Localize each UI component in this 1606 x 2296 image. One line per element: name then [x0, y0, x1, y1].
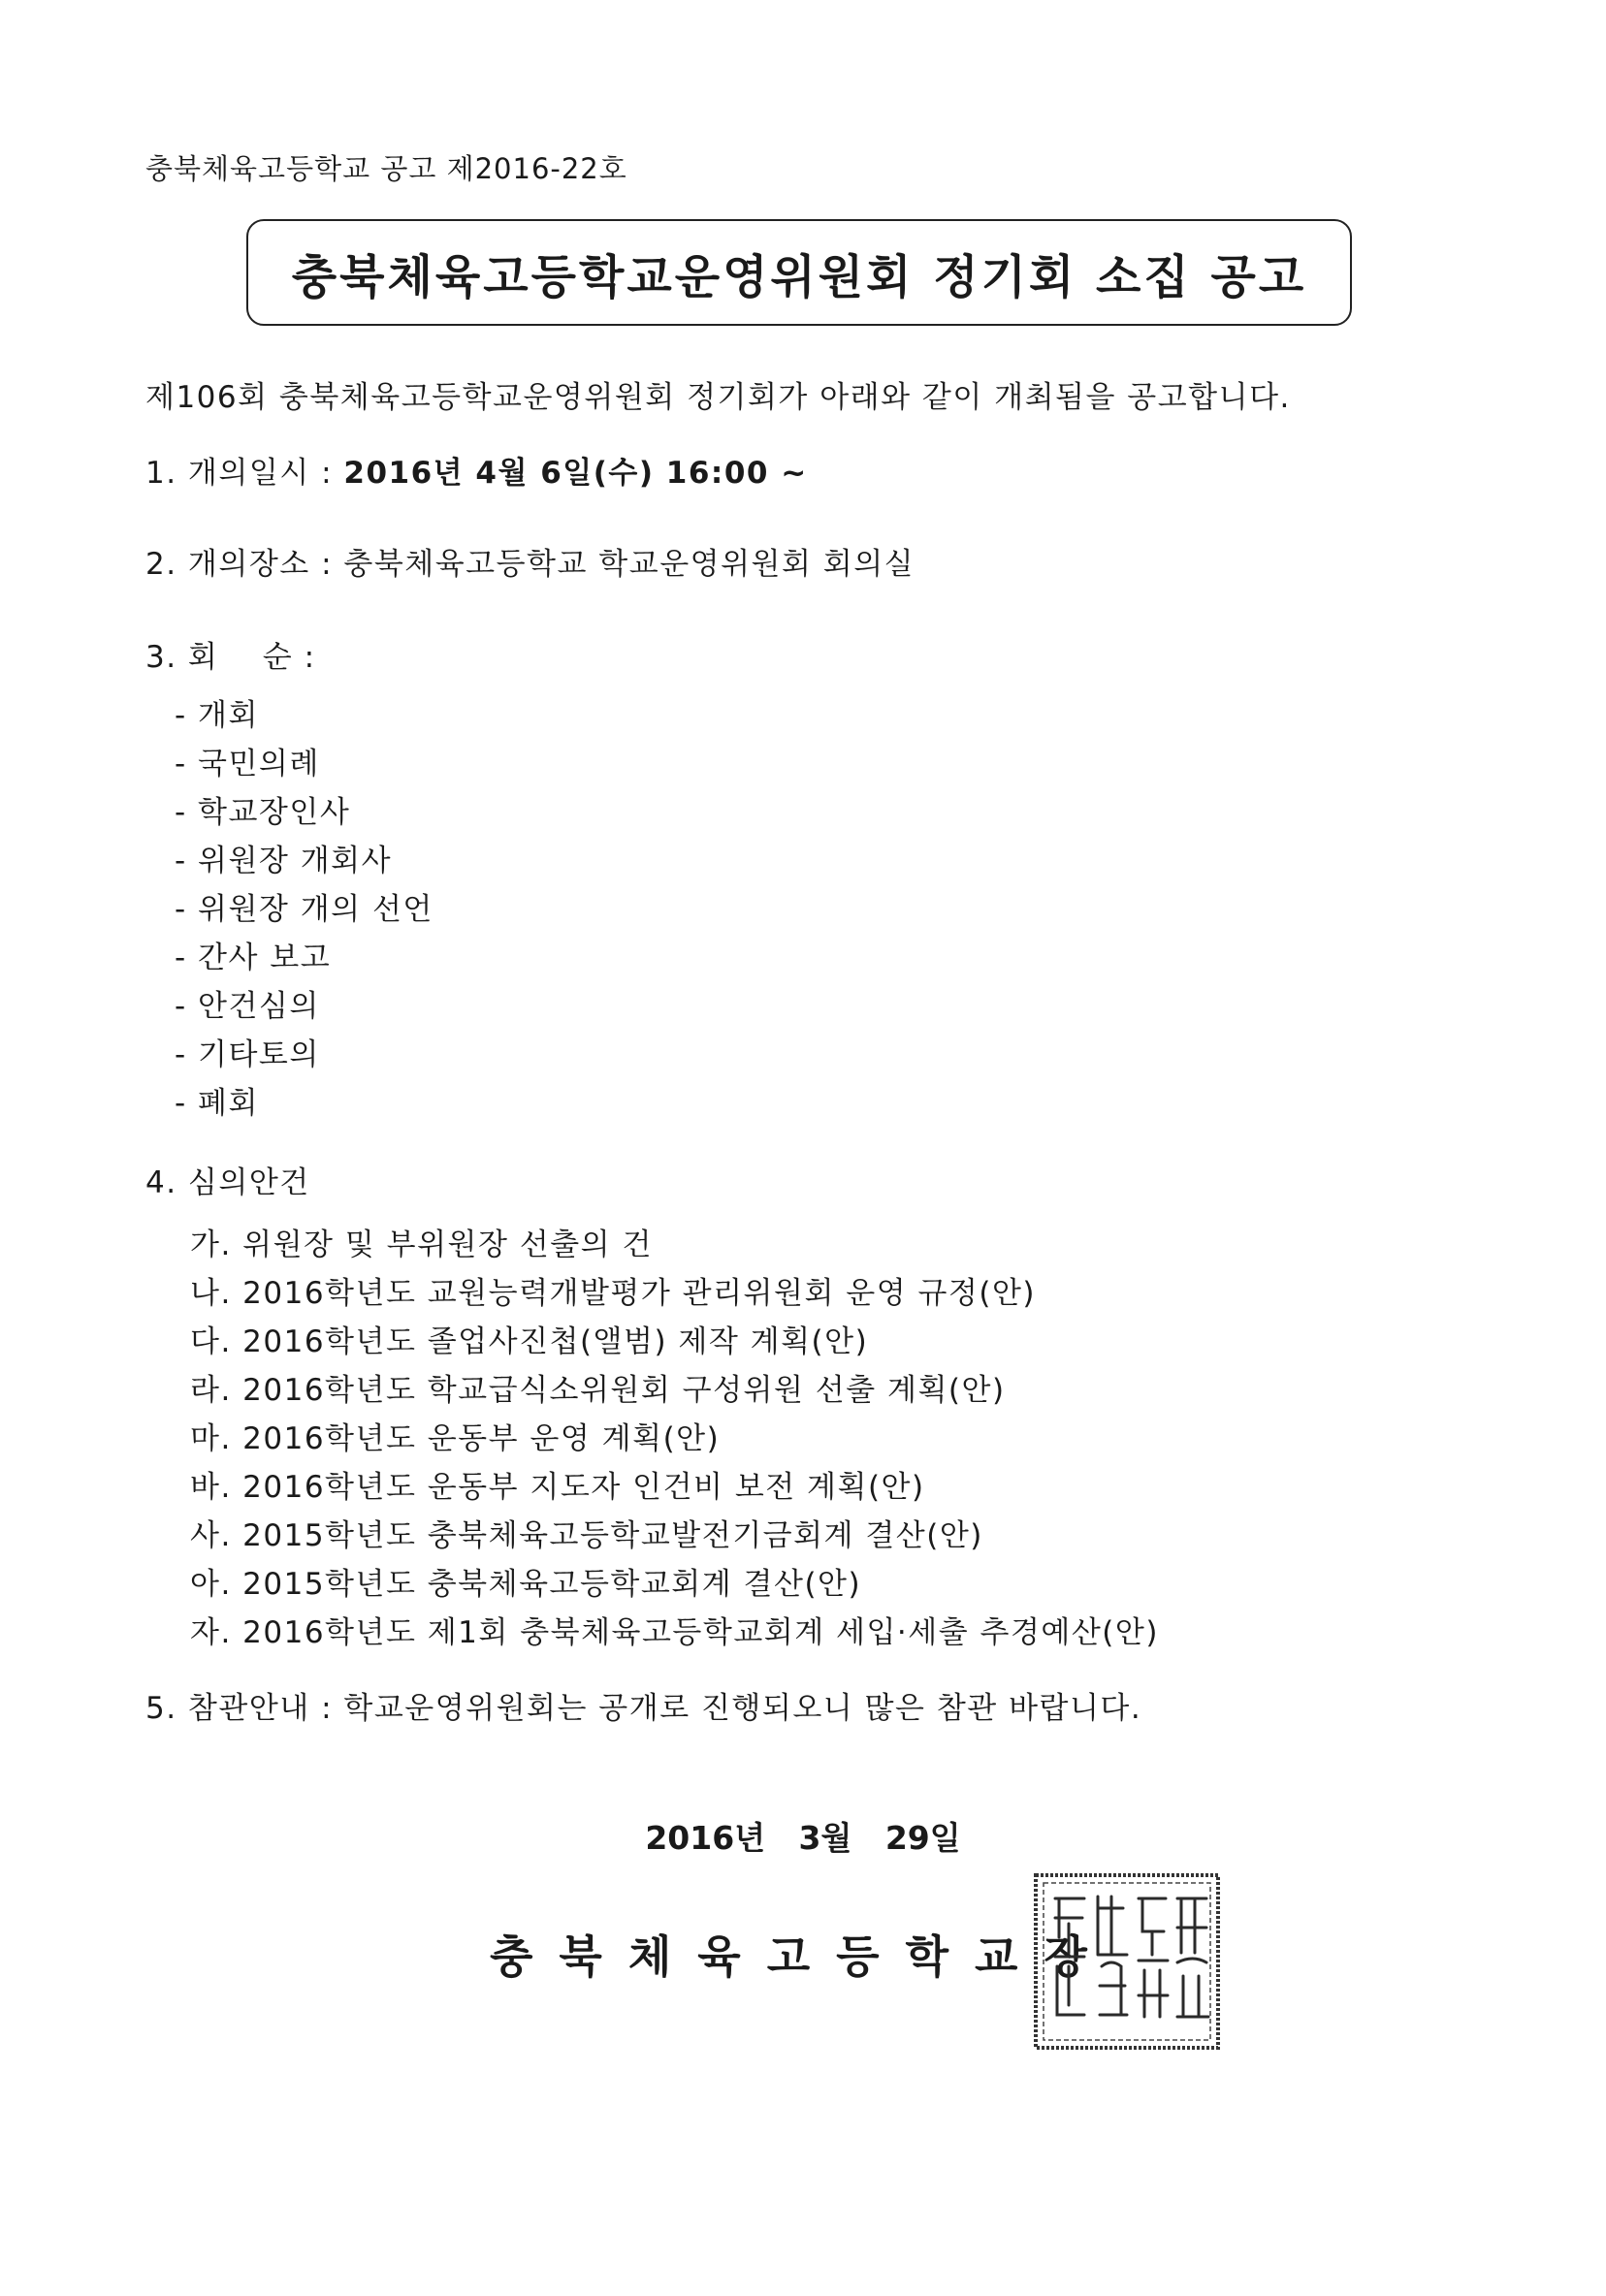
- section-2: [145, 539, 915, 583]
- section-3-label: 3. 회 순 :: [145, 640, 316, 675]
- agenda-order-item: - 기타토의: [175, 1037, 320, 1072]
- document-title: 충북체육고등학교운영위원회 정기회 소집 공고: [291, 249, 1307, 304]
- signer-name: 충북체육고등학교장: [490, 1930, 1113, 1983]
- review-item: 바. 2016학년도 운동부 지도자 인건비 보전 계획(안): [190, 1470, 925, 1505]
- intro-text: 제106회 충북체육고등학교운영위원회 정기회가 아래와 같이 개최됨을 공고합니다.: [145, 380, 1291, 415]
- review-item: 나. 2016학년도 교원능력개발평가 관리위원회 운영 규정(안): [190, 1276, 1037, 1311]
- section-3: [145, 632, 316, 676]
- title-box: [246, 219, 1352, 326]
- section-4: [145, 1158, 310, 1201]
- section-4-label: 4. 심의안건: [145, 1165, 310, 1200]
- notice-number: 충북체육고등학교 공고 제2016-22호: [145, 152, 627, 185]
- review-item: 다. 2016학년도 졸업사진첩(앨범) 제작 계획(안): [190, 1324, 869, 1359]
- issue-date: 2016년 3월 29일: [645, 1819, 961, 1857]
- section-5-label: 5. 참관안내 :: [145, 1691, 344, 1726]
- agenda-order-item: - 학교장인사: [175, 795, 351, 830]
- meeting-place: 충북체육고등학교 학교운영위원회 회의실: [343, 547, 915, 582]
- review-item: 아. 2015학년도 충북체육고등학교회계 결산(안): [190, 1567, 862, 1602]
- agenda-order-item: - 개회: [175, 698, 259, 733]
- agenda-order-item: - 안건심의: [175, 989, 320, 1024]
- review-item: 라. 2016학년도 학교급식소위원회 구성위원 선출 계획(안): [190, 1373, 1006, 1408]
- section-5: [145, 1683, 1141, 1727]
- agenda-order-item: - 국민의례: [175, 747, 320, 781]
- review-item: 가. 위원장 및 부위원장 선출의 건: [190, 1228, 653, 1262]
- agenda-order-item: - 간사 보고: [175, 941, 332, 975]
- meeting-datetime: 2016년 4월 6일(수) 16:00 ~: [343, 456, 808, 491]
- review-item: 자. 2016학년도 제1회 충북체육고등학교회계 세입·세출 추경예산(안): [190, 1615, 1159, 1650]
- section-1: [145, 448, 808, 492]
- review-item: 사. 2015학년도 충북체육고등학교발전기금회계 결산(안): [190, 1518, 983, 1553]
- agenda-order-item: - 위원장 개의 선언: [175, 892, 434, 927]
- agenda-order-item: - 폐회: [175, 1086, 259, 1121]
- observation-notice: 학교운영위원회는 공개로 진행되오니 많은 참관 바랍니다.: [343, 1691, 1142, 1726]
- agenda-order-item: - 위원장 개회사: [175, 844, 393, 878]
- section-2-label: 2. 개의장소 :: [145, 547, 344, 582]
- section-1-label: 1. 개의일시 :: [145, 456, 344, 491]
- official-seal-stamp: [1030, 1869, 1224, 2054]
- review-item: 마. 2016학년도 운동부 운영 계획(안): [190, 1421, 721, 1456]
